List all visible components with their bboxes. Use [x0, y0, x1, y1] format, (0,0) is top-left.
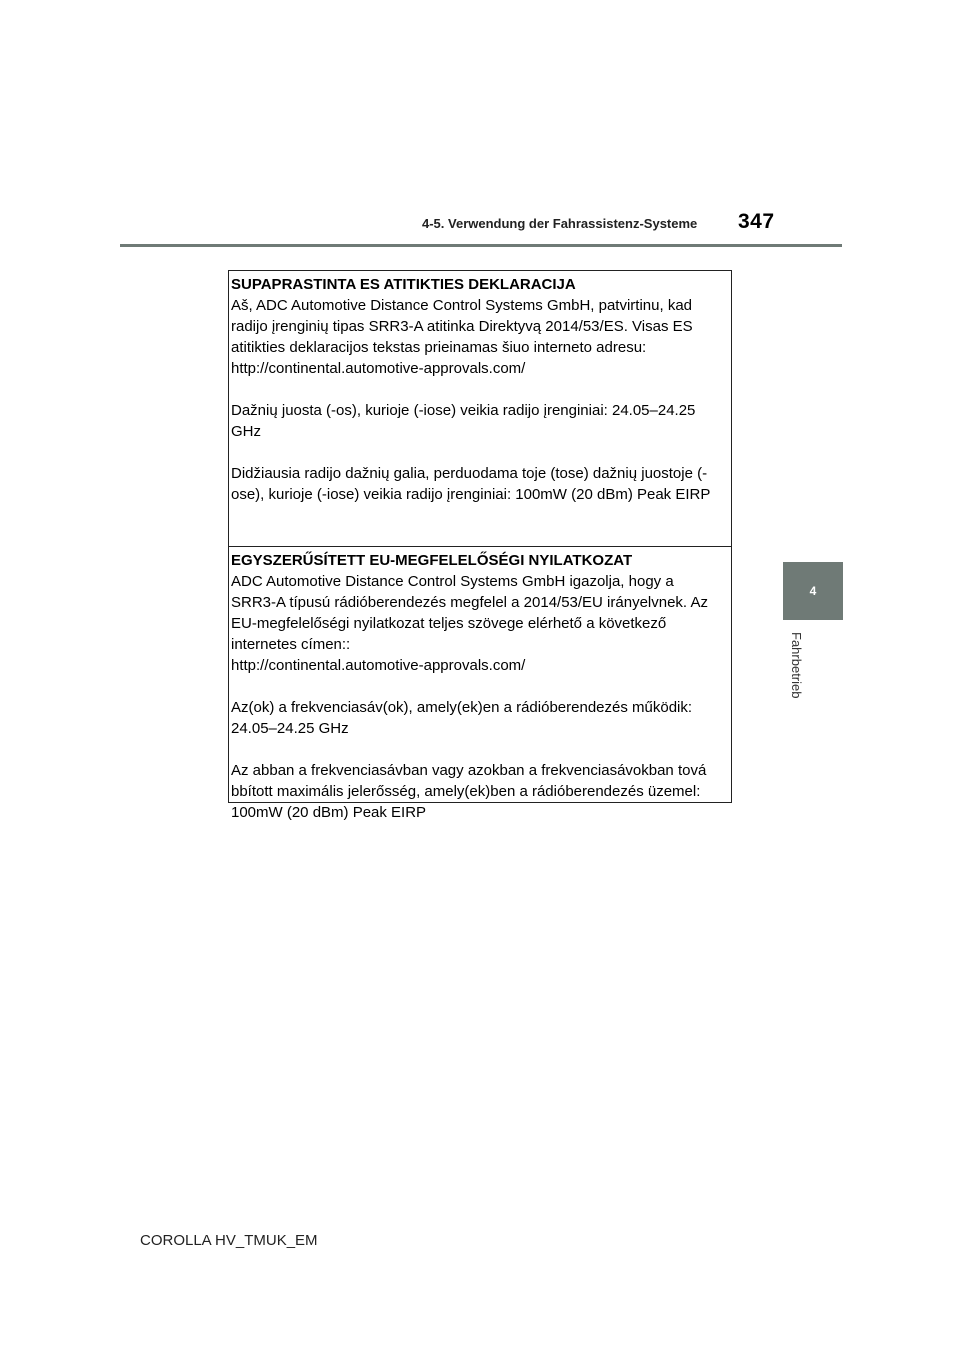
paragraph-spacer	[231, 739, 729, 760]
declaration-text-line: ADC Automotive Distance Control Systems GmbH igazolja, hogy a	[231, 573, 674, 590]
declaration-text-line: SRR3-A típusú rádióberendezés megfelel a 2014/53/EU irányelvnek. Az	[231, 594, 708, 611]
power-text-line: 100mW (20 dBm) Peak EIRP	[231, 804, 427, 821]
power-text-line: bbított maximális jelerősség, amely(ek)ben a rádióberendezés üzemel:	[231, 783, 701, 800]
power-text-line: ose), kurioje (-iose) veikia radijo įrenginiai: 100mW (20 dBm) Peak EIRP	[231, 486, 711, 503]
declaration-lithuanian	[229, 271, 731, 546]
power-text-line: Didžiausia radijo dažnių galia, perduodama toje (tose) dažnių juostoje (-	[231, 465, 708, 482]
declaration-box	[228, 270, 732, 821]
frequency-text-line: Az(ok) a frekvenciasáv(ok), amely(ek)en a rádióberendezés működik:	[231, 699, 693, 716]
declaration-url: http://continental.automotive-approvals.com/	[231, 657, 526, 674]
declaration-url: http://continental.automotive-approvals.com/	[231, 360, 526, 377]
declaration-text-line: internetes címen::	[231, 636, 351, 653]
frequency-text-line: Dažnių juosta (-os), kurioje (-iose) veikia radijo įrenginiai: 24.05–24.25	[231, 402, 696, 419]
paragraph-spacer	[231, 676, 729, 697]
frequency-text-line: GHz	[231, 423, 261, 440]
declaration-title: SUPAPRASTINTA ES ATITIKTIES DEKLARACIJA	[231, 276, 576, 293]
declaration-text-line: Aš, ADC Automotive Distance Control Systems GmbH, patvirtinu, kad	[231, 297, 693, 314]
declaration-text-line: radijo įrenginių tipas SRR3-A atitinka Direktyvą 2014/53/ES. Visas ES	[231, 318, 693, 335]
frequency-text-line: 24.05–24.25 GHz	[231, 720, 349, 737]
chapter-tab-label: Fahrbetrieb	[789, 632, 804, 699]
chapter-tab-number: 4	[809, 584, 817, 598]
footer-model: COROLLA HV_TMUK_EM	[140, 1232, 318, 1249]
declaration-hungarian	[229, 546, 731, 821]
declaration-text-line: atitikties deklaracijos tekstas prieinamas šiuo interneto adresu:	[231, 339, 647, 356]
declaration-title: EGYSZERŰSÍTETT EU-MEGFELELŐSÉGI NYILATKOZAT	[231, 552, 633, 569]
declaration-text-line: EU-megfelelőségi nyilatkozat teljes szövege elérhető a következő	[231, 615, 667, 632]
paragraph-spacer	[231, 442, 729, 463]
header-section-title: 4-5. Verwendung der Fahrassistenz-Systeme	[422, 216, 698, 231]
page-number: 347	[738, 210, 775, 233]
paragraph-spacer	[231, 379, 729, 400]
power-text-line: Az abban a frekvenciasávban vagy azokban a frekvenciasávokban tová	[231, 762, 707, 779]
chapter-tab	[783, 562, 843, 620]
header-rule	[120, 244, 842, 247]
